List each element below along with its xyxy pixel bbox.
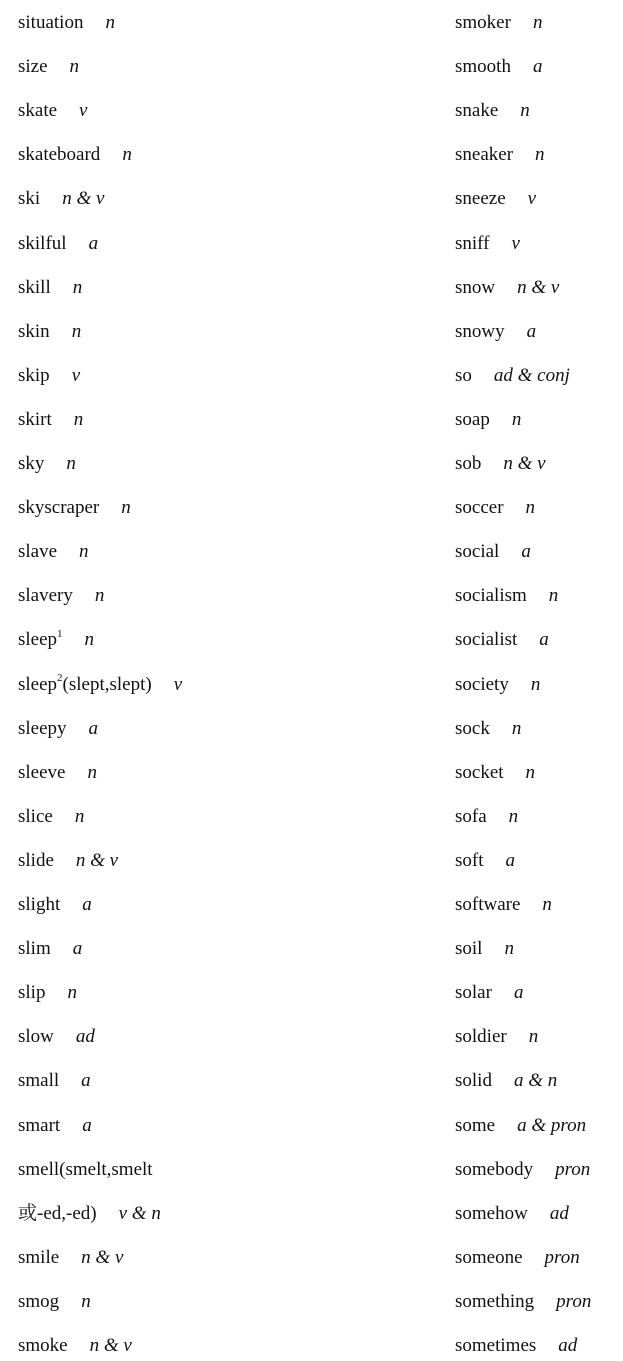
entry-word: skyscraper [18,497,100,519]
vocabulary-entry [455,275,559,301]
vocabulary-entry [455,407,521,433]
vocabulary-entry [455,1245,580,1271]
entry-word: soap [455,408,490,430]
entry-part-of-speech: n [525,761,536,783]
vocabulary-entry [455,583,558,609]
entry-part-of-speech: n & v [89,1335,132,1356]
entry-part-of-speech: v [527,188,537,210]
entry-word: snowy [455,320,505,342]
vocabulary-entry [18,1201,161,1227]
entry-word: sleepy [18,717,67,739]
entry-word: soil [455,938,483,960]
entry-part-of-speech: v [173,673,183,695]
entry-part-of-speech: a [81,1070,91,1092]
entry-part-of-speech: a [82,894,92,915]
entry-part-of-speech: n [71,320,82,342]
entry-word: sneeze [455,188,506,210]
entry-word: smoker [455,12,511,33]
entry-part-of-speech: a & pron [517,1114,587,1136]
entry-word: solid [455,1070,492,1092]
vocabulary-entry [455,1113,586,1139]
entry-part-of-speech: n [122,144,132,166]
entry-word: snow [455,276,496,298]
entry-word: slice [18,805,53,827]
entry-part-of-speech: n [542,894,552,915]
entry-word: smooth [455,56,511,78]
vocabulary-entry [455,980,523,1006]
entry-part-of-speech: a [88,232,99,254]
entry-part-of-speech: n [525,497,536,519]
entry-word: socialist [455,629,518,651]
entry-part-of-speech: n [69,56,80,78]
entry-word: skirt [18,408,52,430]
vocabulary-entry [455,186,536,212]
entry-part-of-speech: n [79,541,89,563]
entry-word: skip [18,364,50,386]
vocabulary-entry [18,980,77,1006]
vocabulary-entry [455,1201,569,1227]
entry-word: sob [455,453,482,474]
entry-word: solar [455,982,492,1004]
entry-word: socialism [455,585,527,607]
vocabulary-entry [18,495,131,521]
entry-part-of-speech: ad [75,1026,95,1048]
vocabulary-entry [455,1157,590,1183]
vocabulary-entry [455,936,514,962]
vocabulary-entry [455,451,546,477]
entry-part-of-speech: n [84,629,95,651]
vocabulary-entry [455,142,545,168]
entry-word: skilful [18,232,67,254]
vocabulary-entry [455,716,521,742]
vocabulary-entry [455,1024,538,1050]
vocabulary-entry [18,1245,123,1271]
entry-part-of-speech: v [79,100,88,122]
vocabulary-entry [18,275,82,301]
entry-word: skill [18,276,51,298]
entry-part-of-speech: v [511,232,520,254]
vocabulary-entry [18,407,83,433]
vocabulary-entry [455,760,535,786]
vocabulary-entry [18,451,76,477]
entry-word: sky [18,453,45,474]
entry-part-of-speech: n [520,100,530,122]
vocabulary-entry [18,583,104,609]
entry-word: slave [18,541,58,563]
entry-part-of-speech: n [73,408,84,430]
vocabulary-entry [455,319,536,345]
entry-word: smog [18,1290,60,1312]
entry-part-of-speech: ad & conj [493,364,570,386]
entry-part-of-speech: a [526,320,537,342]
entry-part-of-speech: n [72,276,83,298]
entry-part-of-speech: a [513,982,524,1004]
entry-word: slavery [18,585,73,607]
vocabulary-entry [18,319,81,345]
vocabulary-entry [18,936,82,962]
vocabulary-entry [18,892,92,918]
entry-word: slide [18,849,54,871]
vocabulary-entry [455,495,535,521]
entry-part-of-speech: n [81,1290,91,1312]
vocabulary-entry [18,98,87,124]
entry-part-of-speech: pron [555,1158,591,1180]
vocabulary-entry [18,1157,153,1183]
entry-part-of-speech: a [88,717,99,739]
entry-word: something [455,1290,535,1312]
entry-word: smell(smelt,smelt [18,1158,153,1180]
entry-word: sleep [18,629,58,651]
entry-word: so [455,364,472,386]
entry-word: socket [455,761,504,783]
entry-part-of-speech: n [66,453,76,474]
entry-word-forms: (slept,slept) [62,673,152,695]
entry-part-of-speech: v [71,364,81,386]
entry-word: 或-ed,-ed) [18,1202,97,1224]
entry-word: sneaker [455,144,514,166]
entry-word: size [18,56,48,78]
entry-word: slip [18,982,46,1004]
entry-part-of-speech: a [505,849,515,871]
vocabulary-entry [18,539,89,565]
entry-part-of-speech: a & n [513,1070,558,1092]
entry-part-of-speech: n & v [75,849,119,871]
entry-word: ski [18,188,41,210]
entry-part-of-speech: a [72,938,83,960]
vocabulary-entry [18,1289,91,1315]
vocabulary-entry [18,760,97,786]
vocabulary-entry [455,892,552,918]
entry-superscript: 1 [57,628,63,641]
entry-word: somehow [455,1202,528,1224]
vocabulary-entry [455,10,542,36]
entry-part-of-speech: n [511,717,522,739]
vocabulary-entry [455,1068,557,1094]
vocabulary-entry [455,1289,591,1315]
entry-word: skin [18,320,50,342]
vocabulary-entry [18,1068,91,1094]
vocabulary-entry [455,627,549,653]
vocabulary-entry [18,1113,92,1139]
vocabulary-entry [18,54,79,80]
entry-part-of-speech: n [528,1026,539,1048]
vocabulary-entry [455,848,515,874]
vocabulary-entry [18,716,98,742]
entry-part-of-speech: ad [558,1335,578,1356]
entry-part-of-speech: n [532,12,543,33]
entry-word: software [455,894,521,915]
entry-word: someone [455,1246,523,1268]
entry-word: slow [18,1026,54,1048]
entry-part-of-speech: n & v [517,276,560,298]
vocabulary-entry [18,363,80,389]
entry-word: situation [18,12,84,33]
vocabulary-entry [18,186,104,212]
vocabulary-entry [455,1333,577,1359]
entry-superscript: 2 [57,672,63,685]
vocabulary-entry [18,10,115,36]
entry-part-of-speech: pron [556,1290,592,1312]
entry-part-of-speech: a [82,1114,92,1136]
vocabulary-entry [18,672,182,698]
entry-word: smart [18,1114,61,1136]
entry-word: soldier [455,1026,507,1048]
entry-word: some [455,1114,496,1136]
entry-word: skateboard [18,144,101,166]
entry-part-of-speech: n & v [81,1246,124,1268]
entry-part-of-speech: pron [544,1246,580,1268]
entry-word: skate [18,100,58,122]
vocabulary-entry [18,627,94,653]
entry-part-of-speech: a [521,541,531,563]
vocabulary-entry [455,672,540,698]
entry-word: smoke [18,1335,68,1356]
entry-word: sniff [455,232,490,254]
entry-word: slim [18,938,51,960]
entry-part-of-speech: ad [549,1202,569,1224]
entry-part-of-speech: n [94,585,105,607]
entry-part-of-speech: n [121,497,131,519]
entry-part-of-speech: n [508,805,519,827]
entry-word: sofa [455,805,487,827]
entry-word: snake [455,100,499,122]
entry-word: social [455,541,500,563]
entry-word: soft [455,849,484,871]
vocabulary-entry [455,54,542,80]
entry-part-of-speech: n [548,585,559,607]
entry-part-of-speech: n [74,805,85,827]
vocabulary-entry [455,231,520,257]
entry-part-of-speech: n [504,938,514,960]
entry-word: sleep [18,673,58,695]
vocabulary-entry [18,231,98,257]
entry-word: small [18,1070,60,1092]
entry-part-of-speech: n [67,982,77,1004]
vocabulary-entry [455,98,530,124]
entry-word: smile [18,1246,60,1268]
entry-part-of-speech: n & v [503,453,546,474]
vocabulary-entry [18,142,132,168]
entry-word: slight [18,894,61,915]
entry-part-of-speech: a [532,56,543,78]
entry-part-of-speech: n & v [62,188,105,210]
entry-part-of-speech: n [530,673,541,695]
entry-word: sock [455,717,490,739]
entry-part-of-speech: n [87,761,97,783]
vocabulary-entry [455,804,518,830]
vocabulary-entry [18,1024,95,1050]
vocabulary-entry [18,804,84,830]
entry-word: sleeve [18,761,66,783]
entry-word: sometimes [455,1335,537,1356]
vocabulary-entry [455,363,570,389]
entry-word: society [455,673,509,695]
vocabulary-entry [18,1333,132,1359]
entry-part-of-speech: a [539,629,549,651]
entry-word: soccer [455,497,504,519]
entry-part-of-speech: v & n [118,1202,161,1224]
entry-part-of-speech: n [535,144,545,166]
entry-word: somebody [455,1158,534,1180]
entry-part-of-speech: n [105,12,115,33]
entry-part-of-speech: n [511,408,522,430]
vocabulary-entry [455,539,531,565]
vocabulary-entry [18,848,118,874]
